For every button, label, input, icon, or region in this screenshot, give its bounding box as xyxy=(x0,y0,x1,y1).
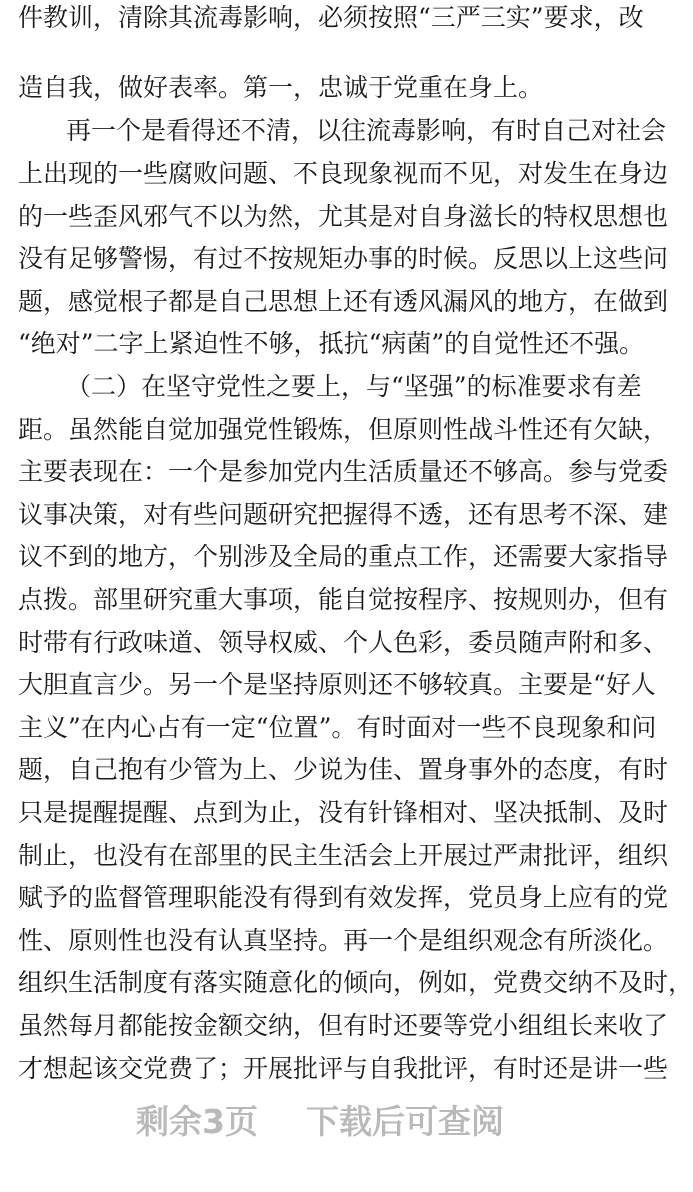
paragraph-line: 题，感觉根子都是自己思想上还有透风漏风的地方，在做到 xyxy=(18,287,669,316)
paragraph-line: 虽然每月都能按金额交纳，但有时还要等党小组组长来收了 xyxy=(18,1011,669,1040)
paragraph-line: 没有足够警惕，有过不按规矩办事的时候。反思以上这些问 xyxy=(18,244,669,273)
paragraph-line: 大胆直言少。另一个是坚持原则还不够较真。主要是“好人 xyxy=(18,670,656,699)
paragraph-line: “绝对”二字上紧迫性不够，抵抗“病菌”的自觉性还不强。 xyxy=(18,329,645,358)
paragraph-line: 距。虽然能自觉加强党性锻炼，但原则性战斗性还有欠缺， xyxy=(18,415,669,444)
paragraph-line: 制止，也没有在部里的民主生活会上开展过严肃批评，组织 xyxy=(18,841,669,870)
paragraph-line: 的一些歪风邪气不以为然，尤其是对自身滋长的特权思想也 xyxy=(18,202,669,231)
paragraph-line: 题，自己抱有少管为上、少说为佳、置身事外的态度，有时 xyxy=(18,755,669,784)
paragraph-line: 造自我，做好表率。第一，忠诚于党重在身上。 xyxy=(18,73,544,102)
paragraph-line: 再一个是看得还不清，以往流毒影响，有时自己对社会 xyxy=(66,116,667,145)
remaining-pages-label: 剩余3页 xyxy=(136,1102,258,1141)
paragraph-line: 点拨。部里研究重大事项，能自觉按程序、按规则办，但有 xyxy=(18,585,669,614)
download-to-view-label[interactable]: 下载后可查阅 xyxy=(305,1102,504,1141)
paragraph-line: 议事决策，对有些问题研究把握得不透，还有思考不深、建 xyxy=(18,500,669,529)
paragraph-line: 才想起该交党费了；开展批评与自我批评，有时还是讲一些 xyxy=(18,1054,669,1083)
paragraph-line: 只是提醒提醒、点到为止，没有针锋相对、坚决抵制、及时 xyxy=(18,798,669,827)
download-prompt[interactable] xyxy=(0,1100,640,1144)
paragraph-line: 性、原则性也没有认真坚持。再一个是组织观念有所淡化。 xyxy=(18,926,669,955)
paragraph-line: 议不到的地方，个别涉及全局的重点工作，还需要大家指导 xyxy=(18,542,669,571)
paragraph-line: 主义”在内心占有一定“位置”。有时面对一些不良现象和问 xyxy=(18,713,657,742)
paragraph-line: 时带有行政味道、领导权威、个人色彩，委员随声附和多、 xyxy=(18,628,669,657)
paragraph-line: 件教训，清除其流毒影响，必须按照“三严三实”要求，改 xyxy=(18,3,644,32)
paragraph-line: 上出现的一些腐败问题、不良现象视而不见，对发生在身边 xyxy=(18,159,669,188)
section-heading-line: （二）在坚守党性之要上，与“坚强”的标准要求有差 xyxy=(66,372,642,401)
paragraph-line: 主要表现在：一个是参加党内生活质量还不够高。参与党委 xyxy=(18,457,669,486)
paragraph-line: 赋予的监督管理职能没有得到有效发挥，党员身上应有的党 xyxy=(18,883,669,912)
paragraph-line: 组织生活制度有落实随意化的倾向，例如，党费交纳不及时， xyxy=(18,968,693,997)
